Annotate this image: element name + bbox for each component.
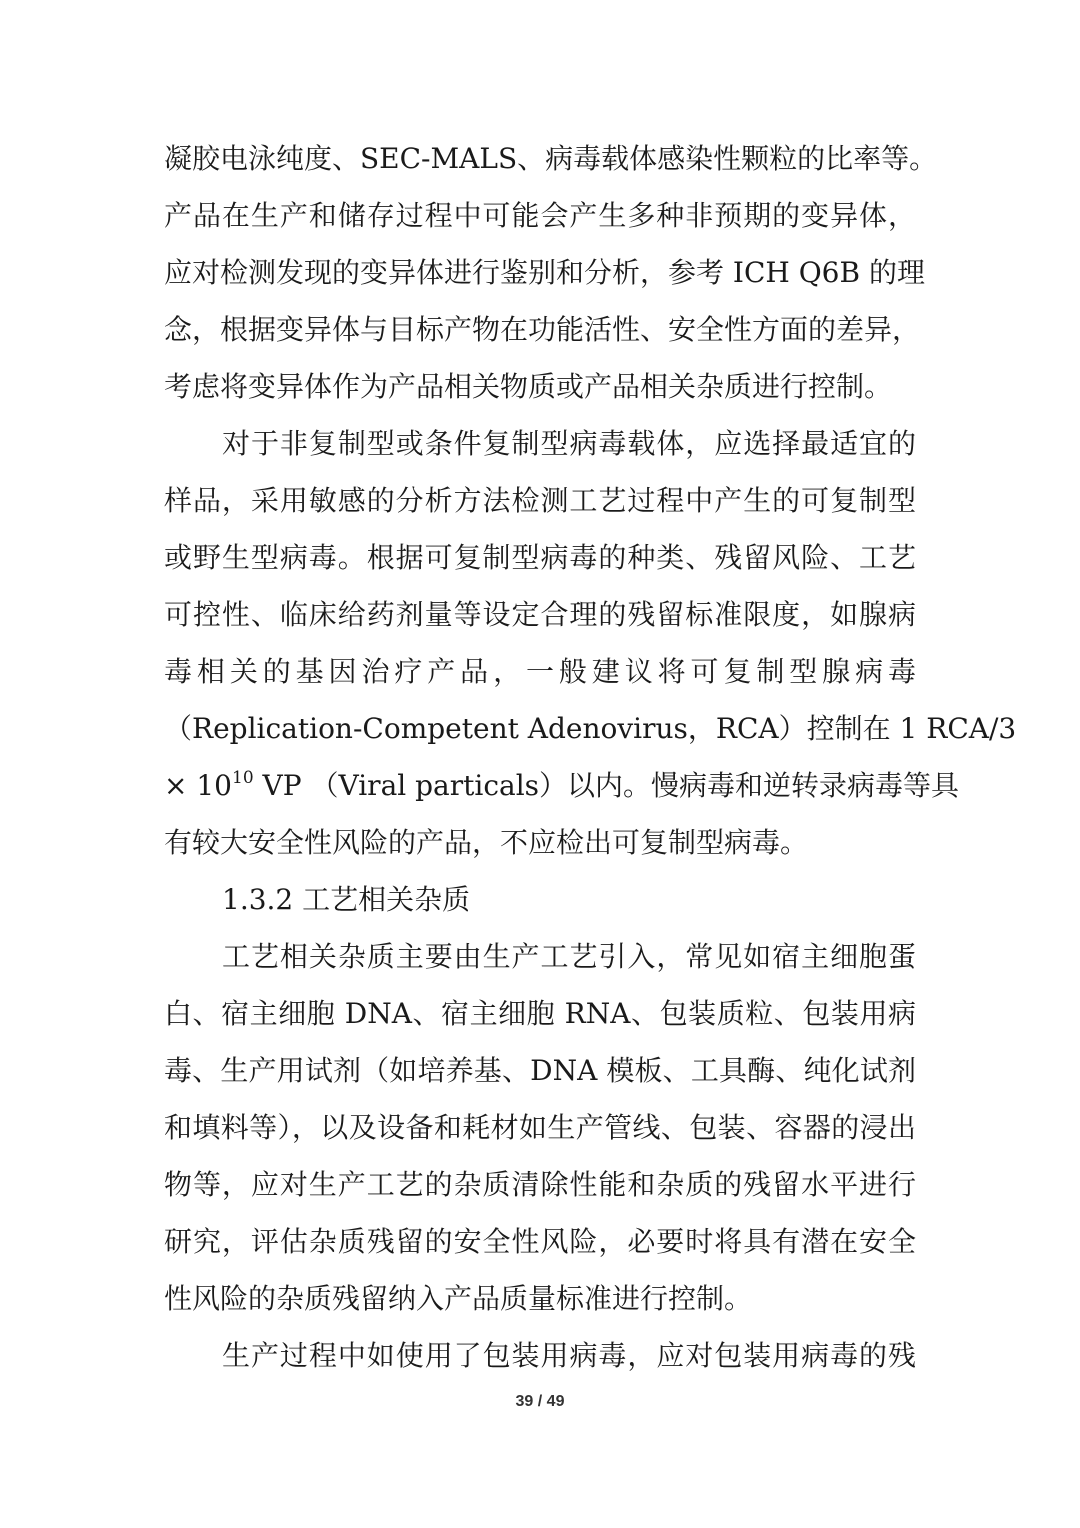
text-line: 和填料等），以及设备和耗材如生产管线、包装、容器的浸出 [164,1111,916,1144]
text-line: 念，根据变异体与目标产物在功能活性、安全性方面的差异， [164,313,921,346]
exponent-suffix: VP （Viral particals）以内。慢病毒和逆转录病毒等具 [253,769,960,802]
text-line: 样品，采用敏感的分析方法检测工艺过程中产生的可复制型 [164,484,916,517]
body-text [164,130,1017,1384]
text-line: 考虑将变异体作为产品相关物质或产品相关杂质进行控制。 [164,370,893,403]
section-heading: 1.3.2 工艺相关杂质 [222,883,471,916]
text-line: 凝胶电泳纯度、SEC-MALS、病毒载体感染性颗粒的比率等。 [164,142,938,175]
text-line: 研究，评估杂质残留的安全性风险，必要时将具有潜在安全 [164,1225,916,1258]
text-line-with-exponent [164,757,960,814]
text-line: 对于非复制型或条件复制型病毒载体，应选择最适宜的 [222,427,916,460]
text-line: 毒相关的基因治疗产品，一般建议将可复制型腺病毒 [164,655,916,688]
text-line: 或野生型病毒。根据可复制型病毒的种类、残留风险、工艺 [164,541,916,574]
text-line: 有较大安全性风险的产品，不应检出可复制型病毒。 [164,826,809,859]
text-line: 毒、生产用试剂（如培养基、DNA 模板、工具酶、纯化试剂 [164,1054,916,1087]
text-line: 性风险的杂质残留纳入产品质量标准进行控制。 [164,1282,753,1315]
page-number: 39 / 49 [515,1393,565,1410]
text-line: 产品在生产和储存过程中可能会产生多种非预期的变异体， [164,199,916,232]
text-line: 物等，应对生产工艺的杂质清除性能和杂质的残留水平进行 [164,1168,916,1201]
exponent-prefix: × 10 [164,769,232,802]
text-line: 工艺相关杂质主要由生产工艺引入，常见如宿主细胞蛋 [222,940,916,973]
text-line: 应对检测发现的变异体进行鉴别和分析，参考 ICH Q6B 的理 [164,256,925,289]
text-line: 可控性、临床给药剂量等设定合理的残留标准限度，如腺病 [164,598,916,631]
exponent: 10 [232,768,254,788]
text-line: 白、宿主细胞 DNA、宿主细胞 RNA、包装质粒、包装用病 [164,997,916,1030]
text-line: 生产过程中如使用了包装用病毒，应对包装用病毒的残 [222,1339,916,1372]
text-line: （Replication-Competent Adenovirus，RCA）控制在 1 RCA/3 [164,712,1017,745]
